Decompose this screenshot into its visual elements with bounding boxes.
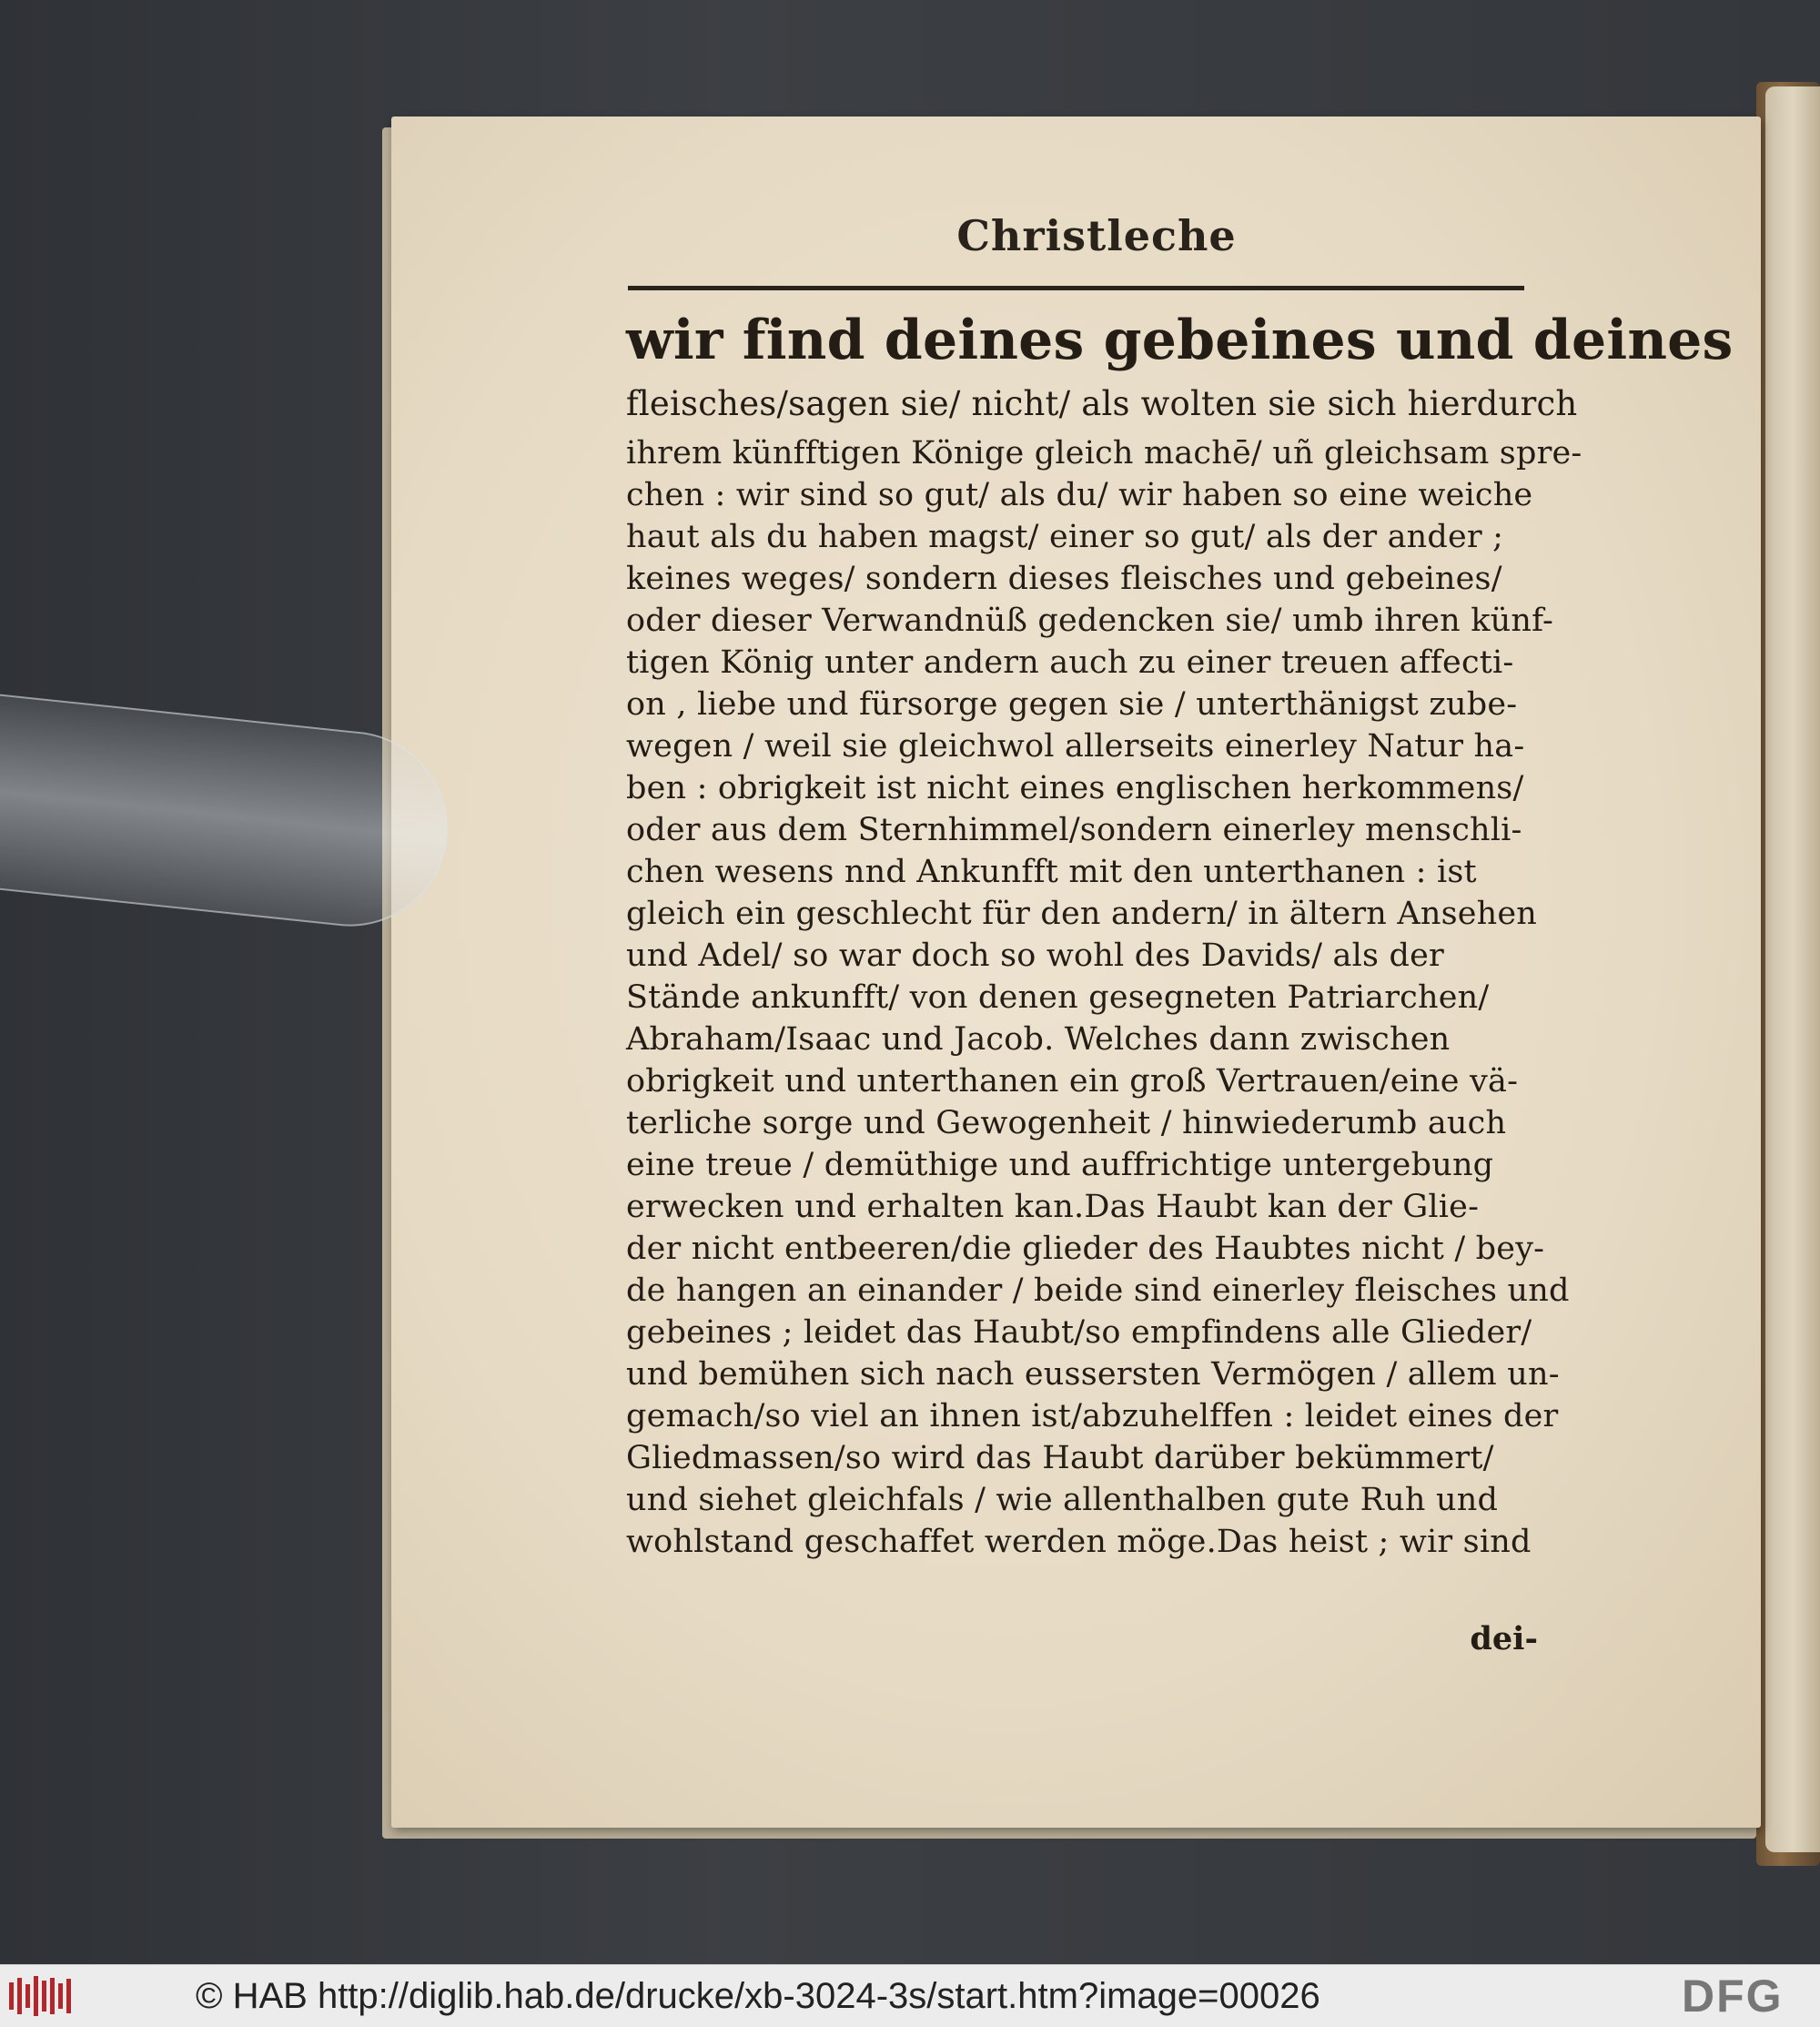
text-line: wegen / weil sie gleichwol allerseits einerley Natur ha- [626,728,1525,765]
catchword: dei- [1470,1620,1538,1657]
text-line: wir find deines gebeines und deines [626,309,1734,372]
hab-logo-icon [9,1976,82,2016]
text-line: chen wesens nnd Ankunfft mit den unterthanen : ist [626,854,1477,890]
text-line: eine treue / demüthige und auffrichtige untergebung [626,1147,1494,1183]
text-line: und siehet gleichfals / wie allenthalben gute Ruh und [626,1482,1499,1518]
text-line: erwecken und erhalten kan.Das Haubt kan der Glie- [626,1189,1480,1225]
text-line: Stände ankunfft/ von denen gesegneten Patriarchen/ [626,979,1490,1016]
head-rule [628,286,1524,290]
text-line: terliche sorge und Gewogenheit / hinwiederumb auch [626,1105,1507,1141]
text-line: ihrem künfftigen Könige gleich machē/ uñ gleichsam spre- [626,435,1582,471]
text-line: und Adel/ so war doch so wohl des Davids/ als der [626,937,1444,974]
text-line: oder dieser Verwandnüß gedencken sie/ umb ihren künf- [626,603,1554,639]
text-line: Abraham/Isaac und Jacob. Welches dann zwischen [626,1021,1451,1058]
facing-page-edge [1765,86,1820,1852]
dfg-logo: DFG [1682,1971,1784,2022]
text-line: gebeines ; leidet das Haubt/so empfindens alle Glieder/ [626,1314,1532,1351]
text-line: tigen König unter andern auch zu einer treuen affecti- [626,644,1514,681]
page-text [626,305,1734,1563]
text-line: on , liebe und fürsorge gegen sie / unterthänigst zube- [626,686,1518,723]
text-line: und bemühen sich nach eussersten Vermögen / allem un- [626,1356,1560,1393]
running-head: Christleche [956,211,1237,260]
text-line: chen : wir sind so gut/ als du/ wir haben so eine weiche [626,477,1533,513]
text-line: gleich ein geschlecht für den andern/ in ältern Ansehen [626,896,1538,932]
text-line: obrigkeit und unterthanen ein groß Vertrauen/eine vä- [626,1063,1519,1100]
text-line: Gliedmassen/so wird das Haubt darüber bekümmert/ [626,1440,1494,1476]
copyright-url[interactable]: © HAB http://diglib.hab.de/drucke/xb-3024-3s/start.htm?image=00026 [196,1976,1320,2016]
text-line: fleisches/sagen sie/ nicht/ als wolten sie sich hierdurch [626,384,1578,423]
text-line: keines weges/ sondern dieses fleisches und gebeines/ [626,561,1502,597]
footer-bar [0,1964,1820,2027]
text-line: oder aus dem Sternhimmel/sondern einerley menschli- [626,812,1522,848]
text-line: wohlstand geschaffet werden möge.Das heist ; wir sind [626,1524,1532,1560]
text-line: ben : obrigkeit ist nicht eines englischen herkommens/ [626,770,1524,806]
text-line: haut als du haben magst/ einer so gut/ als der ander ; [626,519,1504,555]
text-line: der nicht entbeeren/die glieder des Haubtes nicht / bey- [626,1231,1545,1267]
text-line: gemach/so viel an ihnen ist/abzuhelffen : leidet eines der [626,1398,1559,1434]
text-line: de hangen an einander / beide sind einerley fleisches und [626,1272,1570,1309]
